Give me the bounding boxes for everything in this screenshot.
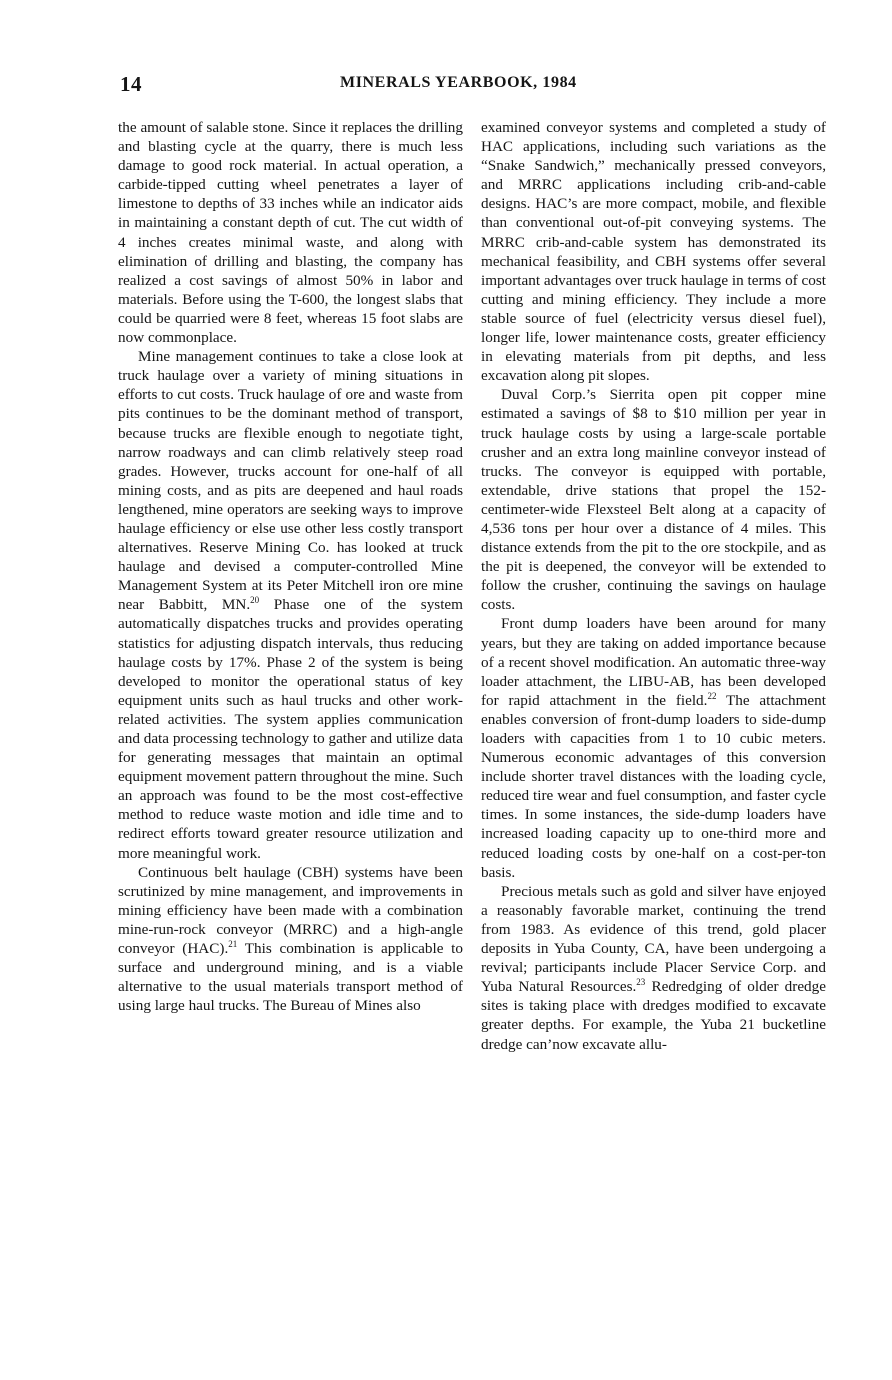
paragraph [481,385,826,614]
paragraph [481,614,826,881]
footnote-ref: 21 [228,939,238,950]
paragraph-text-continued: Phase one of the system automatically dispatches trucks and provides operating statistics for adjusting dispatch intervals, thus reducing haulage costs by 17%. Phase 2 of the system is being developed to monitor the operational status of key equipment units such as haul trucks and other work-related activities. The system applies communication and data processing technology to gather and utilize data for generating messages that maintain an optimal equipment movement pattern throughout the mine. Such an approach was found to be the most cost-effective method to reduce waste motion and idle time and to redirect efforts toward greater resource utilization and more meaningful work. [118,596,463,862]
footnote-ref: 22 [707,690,717,701]
paragraph [118,347,463,863]
paragraph [481,118,826,385]
page-number: 14 [120,72,142,96]
left-column [118,118,463,1015]
footnote-ref: 20 [250,595,260,606]
paragraph [118,118,463,347]
paragraph [481,882,826,1054]
footnote-ref: 23 [636,977,646,988]
paragraph-text-continued: The attachment enables conversion of front-dump loaders to side-dump loaders with capacities from 1 to 10 cubic meters. Numerous economic advantages of this conversion include shorter travel distances with the loading cycle, reduced tire wear and fuel consumption, and faster cycle times. In some instances, the side-dump loaders have increased loading capacity up to one-third more and reduced loading costs by one-half on a cost-per-ton basis. [481,691,826,881]
paragraph-text-continued: Redredging of older dredge sites is taking place with dredges modified to excavate greater depths. For example, the Yuba 21 bucketline dredge can’now excavate allu- [481,978,826,1053]
running-title: MINERALS YEARBOOK, 1984 [340,74,577,91]
paragraph-text-continued: This combination is applicable to surface and underground mining, and is a viable alternative to the usual materials transport method of using large haul trucks. The Bureau of Mines also [118,940,463,1015]
page-header [0,0,892,110]
right-column [481,118,826,1054]
paragraph-text: the amount of salable stone. Since it replaces the drilling and blasting cycle at the quarry, there is much less damage to good rock material. In actual operation, a carbide-tipped cutting wheel penetrates a layer of limestone to depths of 33 inches while an indicator aids in maintaining a constant depth of cut. The cut width of 4 inches creates minimal waste, and along with elimination of drilling and blasting, the company has realized a cost savings of almost 50% in labor and materials. Before using the T-600, the longest slabs that could be quarried were 8 feet, whereas 15 foot slabs are now commonplace. [118,119,463,347]
paragraph-text: Mine management continues to take a close look at truck haulage over a variety of mining situations in efforts to cut costs. Truck haulage of ore and waste from pits continues to be the dominant method of transport, because trucks are flexible enough to negotiate tight, narrow roadways and can climb relatively steep road grades. However, trucks account for one-half of all mining costs, and as pits are deepened and haul roads lengthened, mine operators are seeking ways to improve haulage efficiency or else use other less costly transport alternatives. Reserve Mining Co. has looked at truck haulage and devised a computer-controlled Mine Management System at its Peter Mitchell iron ore mine near Babbitt, MN. [118,348,463,614]
paragraph-text: Precious metals such as gold and silver have enjoyed a reasonably favorable market, continuing the trend from 1983. As evidence of this trend, gold placer deposits in Yuba County, CA, have been undergoing a revival; participants include Placer Service Corp. and Yuba Natural Resources. [481,882,826,996]
paragraph-text: Duval Corp.’s Sierrita open pit copper mine estimated a savings of $8 to $10 million per year in truck haulage costs by using a large-scale portable crusher and an extra long mainline conveyor instead of trucks. The conveyor is equipped with portable, extendable, drive stations that propel the 152-centimeter-wide Flexsteel Belt along at a capacity of 4,536 tons per hour over a distance of 4 miles. This distance extends from the pit to the ore stockpile, and as the pit is deepened, the conveyor will be extended to follow the crusher, continuing the savings on haulage costs. [481,386,826,614]
paragraph-text: examined conveyor systems and completed a study of HAC applications, including such variations as the “Snake Sandwich,” mechanically pressed conveyors, and MRRC applications including crib-and-cable designs. HAC’s are more compact, mobile, and flexible than conventional out-of-pit conveying systems. The MRRC crib-and-cable system has demonstrated its mechanical feasibility, and CBH systems offer several important advantages over truck haulage in terms of cost cutting and mining efficiency. They include a more stable source of fuel (electricity versus diesel fuel), longer life, lower maintenance costs, greater efficiency in elevating materials from pit depths, and less excavation along pit slopes. [481,119,826,385]
paragraph [118,863,463,1016]
paragraph-text: Front dump loaders have been around for many years, but they are taking on added importance because of a recent shovel modification. An automatic three-way loader attachment, the LIBU-AB, has been developed for rapid attachment in the field. [481,615,826,709]
paragraph-text: Continuous belt haulage (CBH) systems have been scrutinized by mine management, and improvements in mining efficiency have been made with a combination mine-run-rock conveyor (MRRC) and a high-angle conveyor (HAC). [118,863,463,958]
